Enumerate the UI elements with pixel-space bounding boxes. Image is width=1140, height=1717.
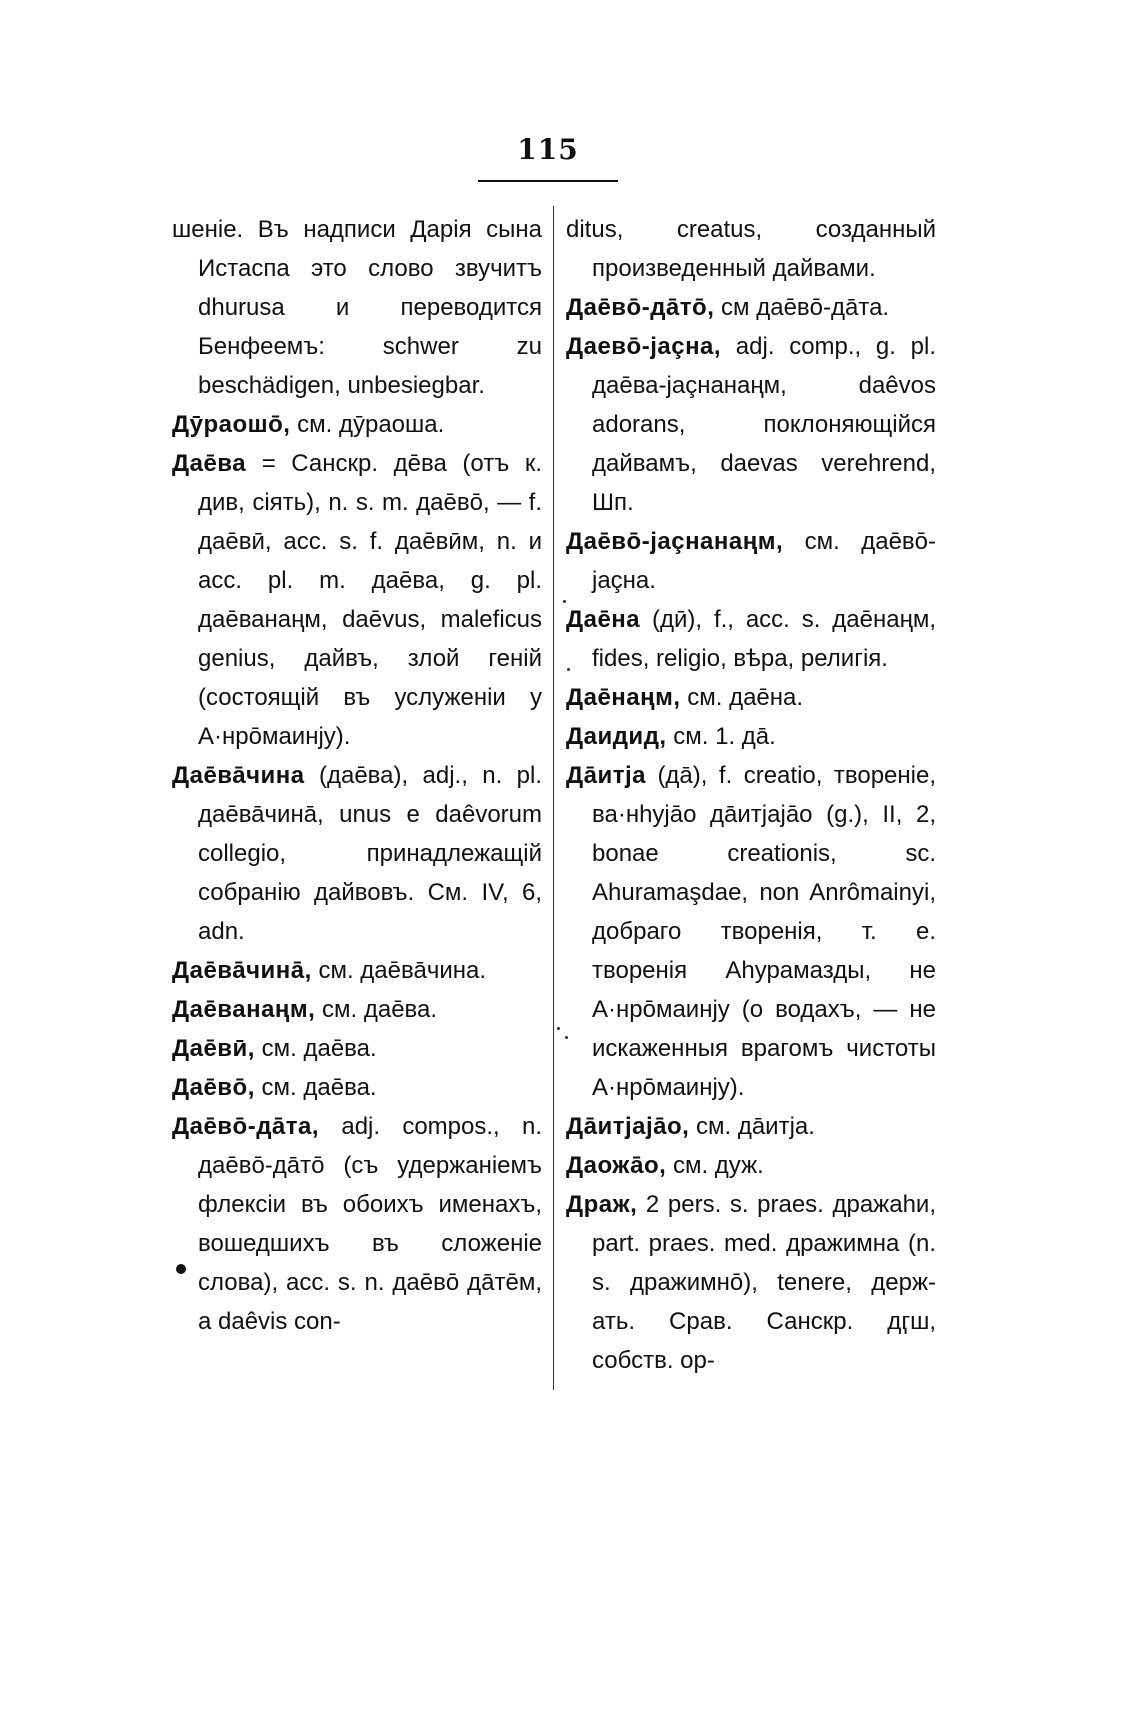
dictionary-entry [566,1107,936,1146]
entry-definition: см. да̄итја. [695,1113,815,1140]
margin-ink-speck [563,600,566,603]
dictionary-entry [172,756,542,951]
entry-definition: = Санскр. дēва (отъ к. див, сіять), n. s. m. даēвō, — f. даēвӣ, acc. s. f. даēвӣм, n. и acc. pl. m. даēва, g. pl. даēванаңм, daēvus, maleficus genius, дайвъ, злой геній (состоящій въ услуженіи у А·нрōмаинју). [198,450,542,750]
entry-headword: Драж, [566,1191,638,1218]
entry-definition: adj. comp., g. pl. даēва-јаçнанаңм, daêvos adorans, поклоняющійся дайвамъ, daevas verehrend, Шп. [592,333,936,516]
entry-definition: см. даēва̄чина. [318,957,486,984]
entry-headword: Даēна [566,606,641,633]
dictionary-entry [566,600,936,678]
entry-definition: см. дӯраоша. [297,411,445,438]
entry-headword: Дӯраошō, [172,411,291,438]
entry-definition: см. даēна. [687,684,804,711]
header-rule [478,180,618,182]
entry-definition: (даēва), adj., n. pl. даēва̄чина̄, unus e daêvorum collegio, принадлежащій собранію дайвовъ. См. IV, 6, adn. [198,762,542,945]
page-number: 115 [517,133,579,166]
entry-definition: 2 pers. s. praes. дражаhи, part. praes. med. дражимна (n. s. дражимнō), tenere, держ-ать. Срав. Санскр. дӷш, собств. ор- [592,1191,936,1374]
entry-headword: Даидид, [566,723,667,750]
entry-definition: см. даēвō-јаçна. [592,528,936,594]
entry-definition: adj. compos., n. даēвō-да̄тō (съ удержаніемъ флексіи въ обоихъ именахъ, вошедшихъ въ сложеніе слова), acc. s. n. даēвō да̄тēм, a daêvis con- [198,1113,543,1335]
entry-headword: Даевō-јаçна, [566,333,722,360]
entry-headword: Даēвō-да̄тō, [566,294,715,321]
dictionary-entry [172,444,542,756]
entry-headword: Да̄итја [566,762,646,789]
dictionary-entry [566,210,936,288]
dictionary-entry [172,1068,542,1107]
column-divider [553,206,554,1390]
entry-definition: шеніе. Въ надписи Дарія сына Истаспа это слово звучитъ dhurusa и переводится Бенфеемъ: schwer zu beschädigen, unbesiegbar. [172,216,542,399]
entry-headword: Даēнаңм, [566,684,681,711]
dictionary-entry [172,1107,542,1341]
dictionary-entry [566,1146,936,1185]
entry-definition: см. даēва. [261,1035,377,1062]
entry-headword: Даēва̄чина̄, [172,957,312,984]
entry-headword: Даожа̄о, [566,1152,667,1179]
entry-headword: Даēванаңм, [172,996,316,1023]
entry-headword: Даēва̄чина [172,762,305,789]
left-column [172,210,542,1341]
dictionary-entry [172,990,542,1029]
entry-definition: (да̄), f. creatio, твореніе, ва·нhујāо да̄итјајāо (g.), II, 2, bonae creationis, sc. Ahuramaşdae, non Anrômainyi, добраго творенія, т. е. творенія Аhурамазды, не А·нрōмаинју (о водахъ, — не искаженныя врагомъ чистоты А·нрōмаинју). [592,762,936,1101]
dictionary-entry [172,1029,542,1068]
entry-definition: см. даēва. [322,996,438,1023]
dictionary-entry [566,756,936,1107]
dictionary-entry [566,717,936,756]
entry-definition: см. 1. да̄. [673,723,776,750]
margin-ink-dot [176,1264,186,1274]
entry-definition: (дӣ), f., acc. s. даēнаңм, fides, religio, вѣра, религія. [592,606,936,672]
dictionary-entry [566,522,936,600]
right-column [566,210,936,1380]
dictionary-entry [566,1185,936,1380]
dictionary-entry [172,951,542,990]
entry-definition: ditus, creatus, созданный произведенный дайвами. [566,216,936,282]
dictionary-entry [566,678,936,717]
margin-ink-speck [567,668,570,671]
margin-ink-speck [557,1027,560,1030]
dictionary-entry [566,327,936,522]
dictionary-entry [172,210,542,405]
entry-headword: Даēвō-да̄та, [172,1113,320,1140]
entry-headword: Да̄итјаја̄о, [566,1113,690,1140]
entry-definition: см. дуж. [672,1152,764,1179]
entry-headword: Даēвō, [172,1074,255,1101]
entry-definition: см даēвō-да̄та. [721,294,890,321]
entry-headword: Даēвӣ, [172,1035,255,1062]
dictionary-entry [566,288,936,327]
dictionary-entry [172,405,542,444]
margin-ink-speck [565,1036,568,1039]
entry-headword: Даēвō-јаçнанаңм, [566,528,784,555]
entry-definition: см. даēва. [261,1074,377,1101]
entry-headword: Даēва [172,450,247,477]
